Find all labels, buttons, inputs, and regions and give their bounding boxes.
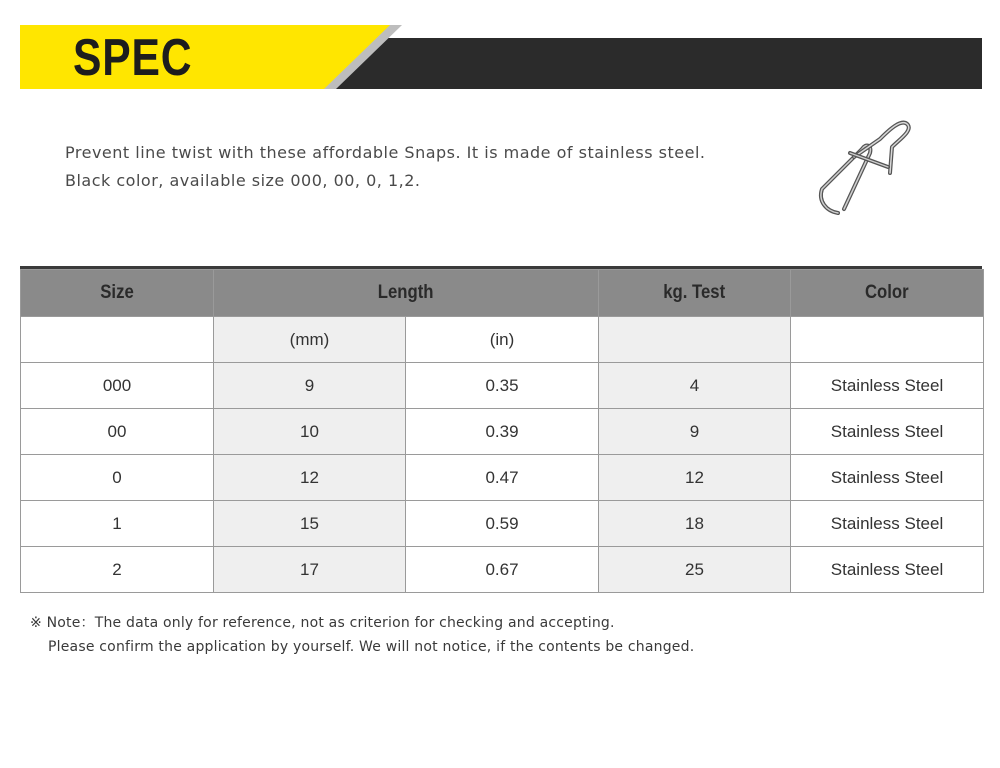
unit-in: (in) [406, 317, 599, 363]
note-line-1: ※ Note：The data only for reference, not as criterion for checking and accepting. [30, 615, 615, 631]
description-line-2: Black color, available size 000, 00, 0, 1,2. [65, 171, 421, 190]
cell-size: 1 [21, 501, 214, 547]
table-row [21, 363, 984, 409]
cell-kg: 12 [599, 455, 791, 501]
note-line-2: Please confirm the application by yourself. We will not notice, if the contents be changed. [48, 639, 695, 655]
cell-mm: 10 [214, 409, 406, 455]
spec-banner [0, 0, 1000, 100]
unit-cell-empty [21, 317, 214, 363]
cell-size: 0 [21, 455, 214, 501]
description-line-1: Prevent line twist with these affordable Snaps. It is made of stainless steel. [65, 143, 706, 162]
header-length: Length [214, 270, 599, 317]
cell-mm: 9 [214, 363, 406, 409]
snap-clip-icon [808, 113, 918, 233]
cell-color: Stainless Steel [791, 363, 984, 409]
header-color: Color [791, 270, 984, 317]
cell-in: 0.35 [406, 363, 599, 409]
cell-in: 0.39 [406, 409, 599, 455]
table-unit-row [21, 317, 984, 363]
table-row [21, 409, 984, 455]
cell-mm: 12 [214, 455, 406, 501]
disclaimer-note [30, 611, 694, 659]
cell-kg: 18 [599, 501, 791, 547]
unit-mm: (mm) [214, 317, 406, 363]
cell-in: 0.67 [406, 547, 599, 593]
table-row [21, 547, 984, 593]
cell-in: 0.47 [406, 455, 599, 501]
spec-table [20, 269, 984, 593]
cell-kg: 4 [599, 363, 791, 409]
table-header-row [21, 270, 984, 317]
cell-size: 2 [21, 547, 214, 593]
header-kg-test: kg. Test [599, 270, 791, 317]
cell-color: Stainless Steel [791, 455, 984, 501]
cell-color: Stainless Steel [791, 409, 984, 455]
cell-color: Stainless Steel [791, 501, 984, 547]
cell-color: Stainless Steel [791, 547, 984, 593]
cell-mm: 17 [214, 547, 406, 593]
product-description [65, 139, 705, 195]
table-row [21, 501, 984, 547]
page-title: SPEC [73, 29, 193, 87]
unit-cell-empty [599, 317, 791, 363]
cell-size: 000 [21, 363, 214, 409]
unit-cell-empty [791, 317, 984, 363]
header-size: Size [21, 270, 214, 317]
cell-size: 00 [21, 409, 214, 455]
cell-mm: 15 [214, 501, 406, 547]
cell-in: 0.59 [406, 501, 599, 547]
cell-kg: 25 [599, 547, 791, 593]
cell-kg: 9 [599, 409, 791, 455]
table-row [21, 455, 984, 501]
